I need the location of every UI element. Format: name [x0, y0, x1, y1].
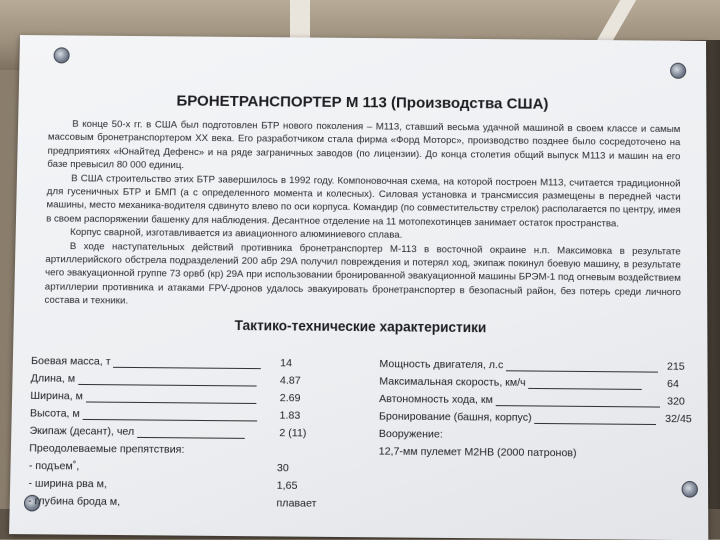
- spec-leader: [83, 409, 258, 422]
- spec-value: 30: [276, 461, 289, 475]
- info-board: [9, 35, 708, 540]
- screw-icon: [682, 481, 698, 498]
- spec-leader: [535, 413, 657, 425]
- spec-leader: [113, 357, 261, 370]
- spec-row: [29, 424, 307, 440]
- spec-value: 215: [666, 360, 685, 373]
- spec-value: 320: [667, 395, 685, 408]
- spec-label: Боевая масса, т: [30, 354, 111, 368]
- spec-leader: [86, 391, 257, 404]
- spec-label: - подъем˚,: [28, 459, 80, 473]
- spec-row: [28, 459, 289, 475]
- spec-label: Автономность хода, км: [379, 392, 493, 407]
- spec-row: [379, 357, 685, 373]
- paragraph: В ходе наступательных действий противника бронетранспортер М-113 в восточной окраине н.п. Максимовка в результате артиллерийского обстрела подразделений 200 абр 29А получил повреждения и потерял ход, экипаж покинул боевую машину, в результате чего эвакуационной группе 73 орвб (кр) 29А при использовании бронированной эвакуационной машины БРЭМ-1 под огневым воздействием артиллерии противника и атаками FPV-дронов удалось эвакуировать бронетранспортер в безопасный район, без потерь среди личного состава и техники.: [44, 240, 681, 307]
- spec-value: 4.87: [279, 374, 301, 387]
- spec-label: Бронирование (башня, корпус): [378, 410, 532, 424]
- spec-value: 64: [667, 377, 679, 391]
- spec-label: Максимальная скорость, км/ч: [379, 375, 526, 389]
- spec-label: Преодолеваемые препятствия:: [29, 442, 185, 456]
- spec-label: Длина, м: [30, 372, 76, 385]
- spec-value: 14: [280, 357, 293, 370]
- paragraph: Корпус сварной, изготавливается из авиационного алюминиевого сплава.: [69, 226, 403, 242]
- spec-value: 32/45: [665, 412, 692, 426]
- screw-icon: [670, 63, 686, 79]
- spec-row: [379, 428, 443, 441]
- spec-label: - ширина рва м,: [28, 477, 108, 491]
- spec-label: - глубина брода м,: [27, 494, 121, 509]
- spec-row: [30, 354, 293, 370]
- spec-leader: [529, 378, 643, 390]
- spec-label: Ширина, м: [30, 389, 84, 403]
- paragraph: В конце 50-х гг. в США был подготовлен БТР нового поколения – М113, ставший весьма удачной машиной в своем классе и самым массовым бронетранспортером ХХ века. Его разработчиком стала фирма «Форд Моторс», производство позднее было сосредоточено на предприятиях «Юнайтед Дефенс» и на ряде заграничных заводов (по лицензии). До конца столетия общий выпуск М113 и машин на его базе превысил 80 000 единиц.: [47, 118, 681, 172]
- spec-row: [378, 410, 692, 426]
- spec-row: [30, 372, 301, 387]
- spec-leader: [137, 427, 245, 439]
- spec-label: Высота, м: [29, 407, 80, 420]
- spec-row: [30, 389, 301, 405]
- spec-row: [29, 407, 301, 422]
- spec-row: [379, 392, 685, 408]
- spec-row: [27, 494, 317, 510]
- spec-label: Экипаж (десант), чел: [29, 424, 135, 438]
- spec-value: 2 (11): [279, 426, 307, 440]
- spec-row: [379, 375, 679, 391]
- spec-row: [379, 445, 577, 459]
- spec-row: [28, 477, 298, 493]
- spec-row: [29, 442, 184, 456]
- spec-value: 1.83: [279, 409, 301, 422]
- spec-leader: [496, 395, 660, 408]
- spec-label: Мощность двигателя, л.с: [379, 357, 504, 372]
- board-title: БРОНЕТРАНСПОРТЕР М 113 (Производства США): [176, 92, 549, 113]
- screw-icon: [53, 47, 69, 63]
- board-text: [44, 117, 681, 313]
- specs-title: Тактико-технические характеристики: [234, 317, 487, 336]
- paragraph: В США строительство этих БТР завершилось в 1992 году. Компоновочная схема, на которой построен М113, считается традиционной для гусеничных БТР и БМП (а с определенного момента и колесных). Силовая установка и трансмиссия размещены в передней части машины, место механика-водителя сдвинуто влево по оси корпуса. Командир (по совместительству стрелок) располагается по центру, имея в своем распоряжении башенку для наблюдения. Десантное отделение на 11 мотопехотинцев занимает остаток пространства.: [46, 172, 681, 230]
- spec-label: Вооружение:: [378, 427, 443, 441]
- spec-leader: [78, 374, 256, 387]
- spec-value: плавает: [276, 497, 317, 510]
- spec-label: 12,7-мм пулемет М2НВ (2000 патронов): [378, 445, 577, 460]
- spec-leader: [506, 360, 658, 373]
- spec-value: 2.69: [279, 391, 301, 405]
- spec-value: 1,65: [276, 479, 298, 493]
